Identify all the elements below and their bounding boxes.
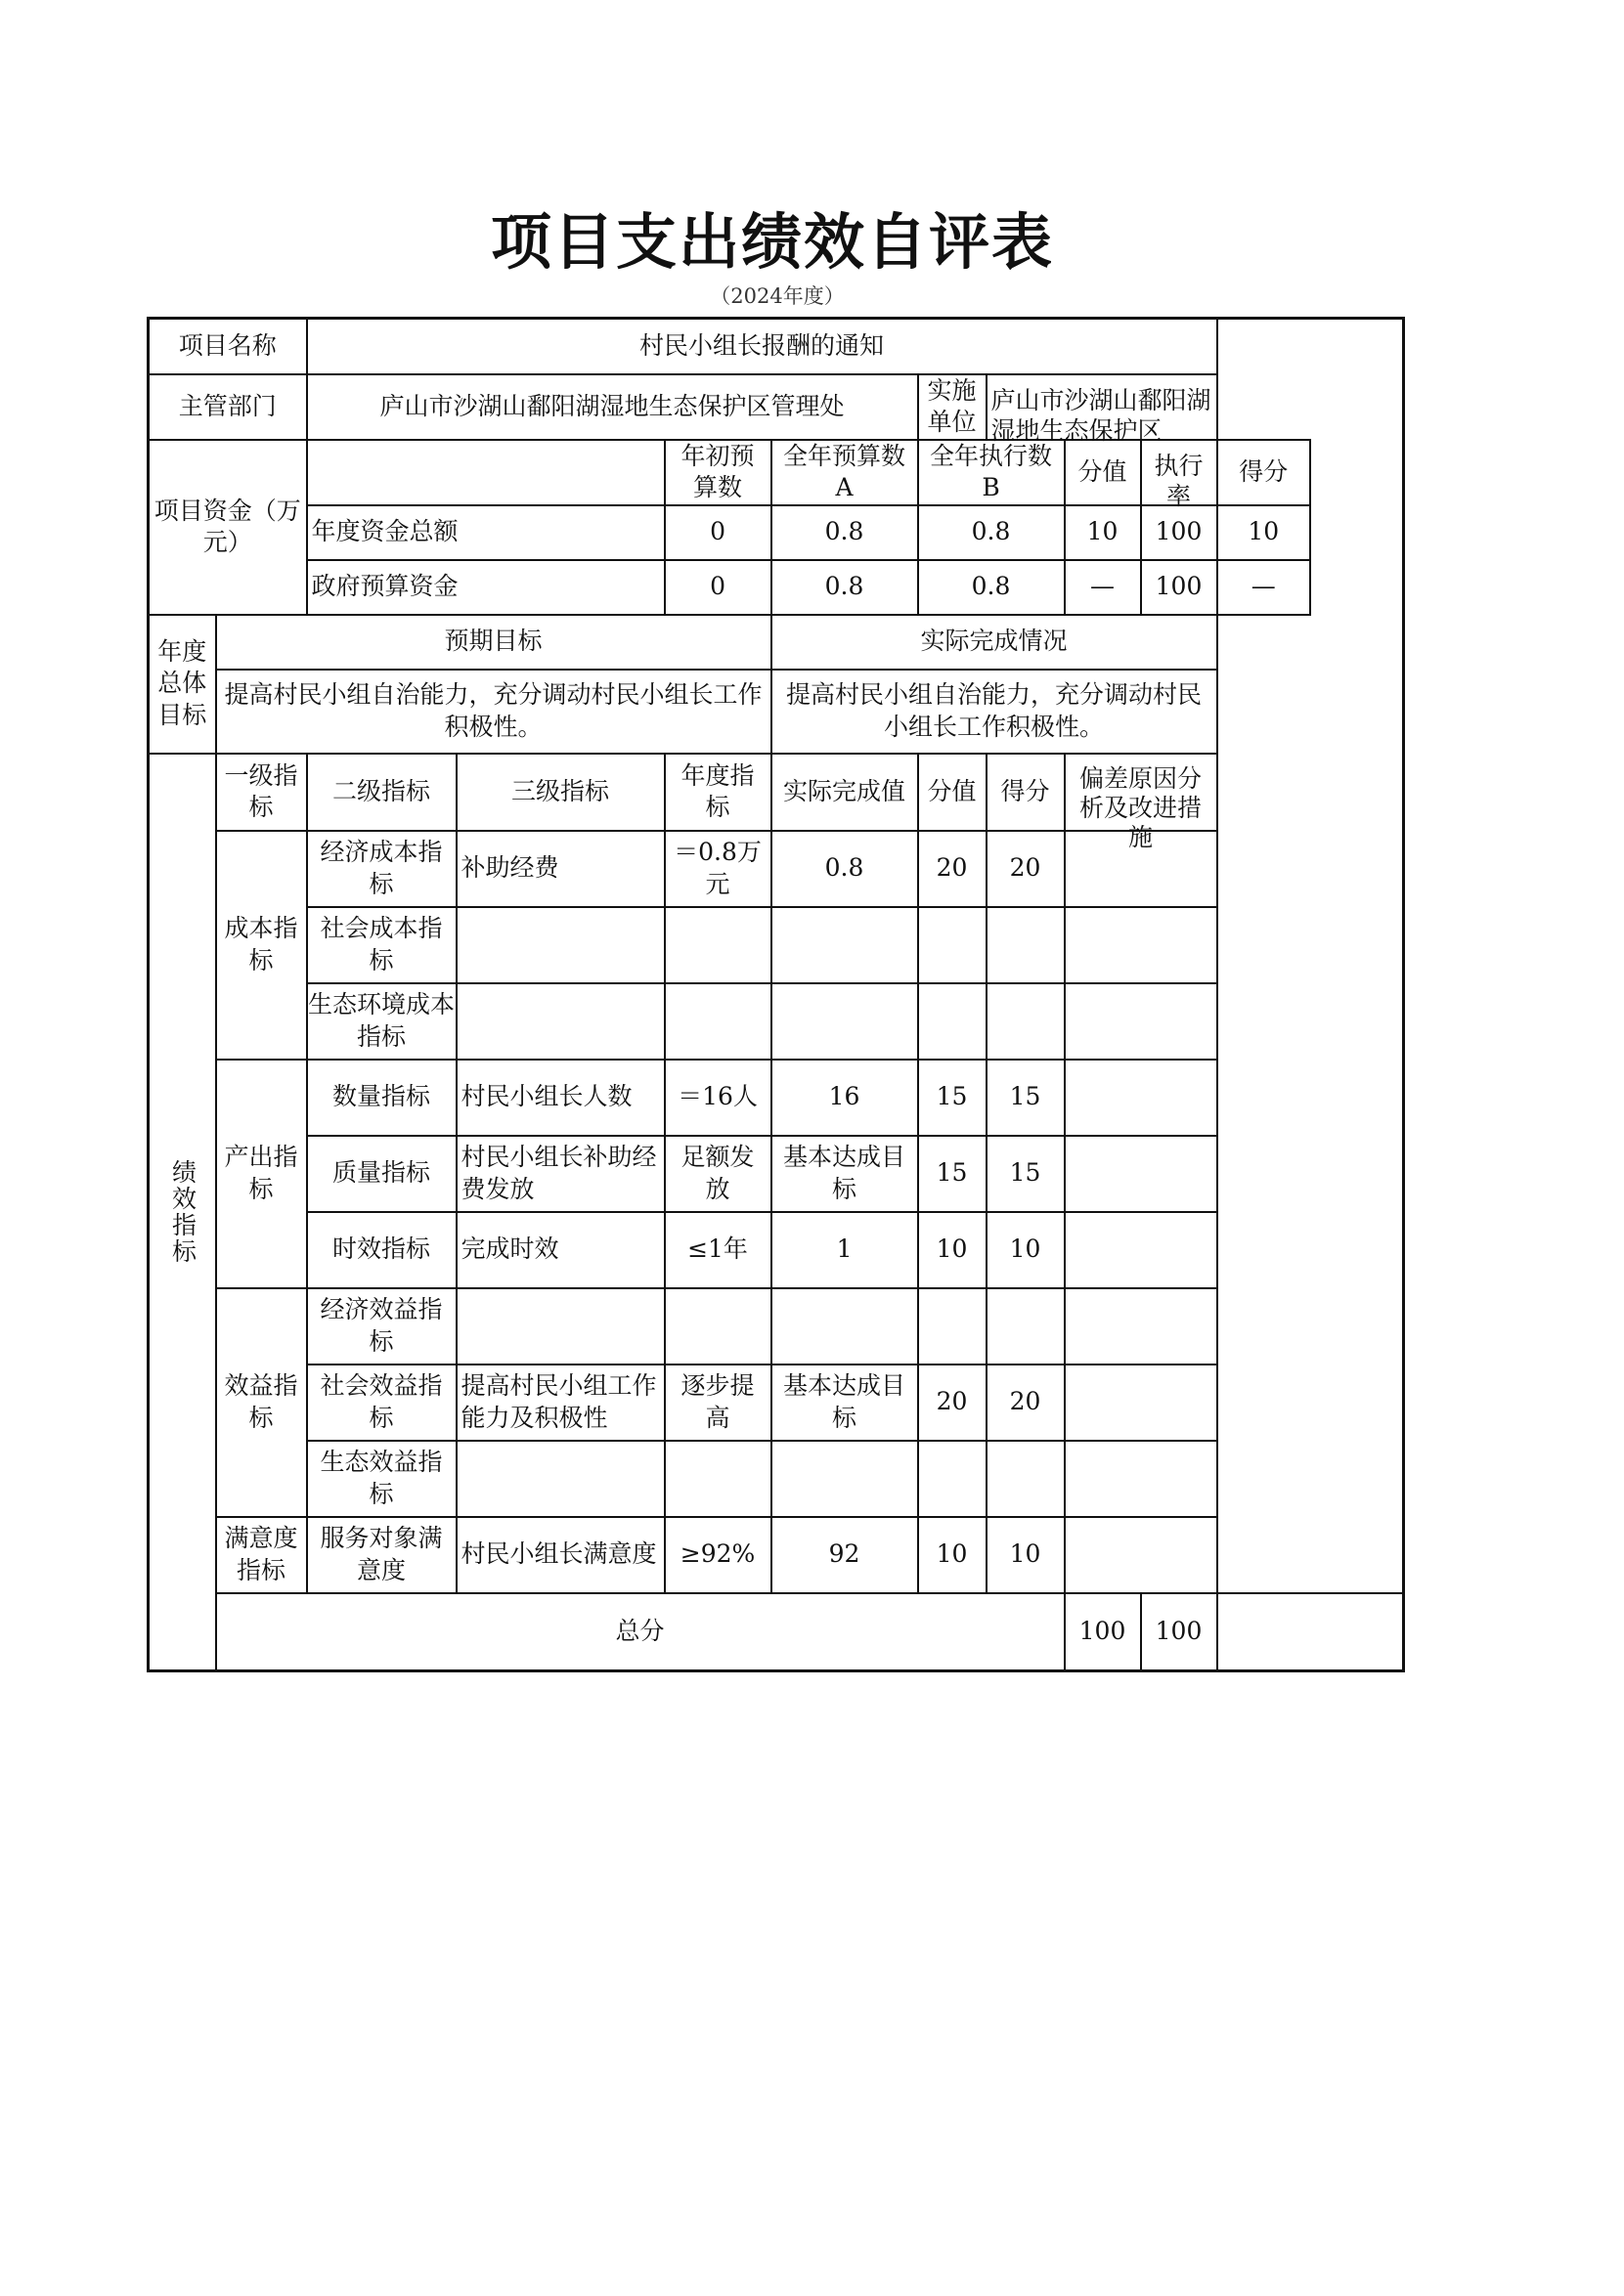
department-value: 庐山市沙湖山鄱阳湖湿地生态保护区管理处 [307, 374, 918, 440]
funds-header-row [149, 440, 1404, 505]
indicator-row [149, 1212, 1404, 1288]
actual-cell: 0.8 [771, 831, 918, 907]
indicator-row [149, 907, 1404, 983]
indicator-row [149, 1288, 1404, 1365]
level2-cell: 经济成本指标 [307, 831, 457, 907]
funds-label: 项目资金（万元） [149, 440, 307, 615]
fiscal-year: （2024年度） [710, 284, 845, 308]
header-score-value: 分值 [918, 754, 987, 831]
total-score-value: 100 [1065, 1593, 1141, 1671]
actual-cell: 基本达成目标 [771, 1365, 918, 1441]
reason-cell [1065, 983, 1217, 1060]
indicator-row [149, 983, 1404, 1060]
score-value-cell: 15 [918, 1136, 987, 1212]
funds-header-initial: 年初预算数 [665, 440, 771, 505]
indicator-row [149, 1365, 1404, 1441]
impl-unit-value [987, 374, 1217, 446]
reason-cell [1065, 907, 1217, 983]
funds-row-government [149, 560, 1404, 615]
funds-header-blank [307, 440, 665, 505]
goals-actual-text: 提高村民小组自治能力，充分调动村民小组长工作积极性。 [771, 670, 1217, 754]
funds-annual: 0.8 [771, 560, 918, 615]
actual-cell [771, 907, 918, 983]
project-name-row [149, 319, 1404, 374]
header-target: 年度指标 [665, 754, 771, 831]
reason-cell [1065, 1136, 1217, 1212]
score-cell: 15 [987, 1060, 1065, 1136]
page-title: 项目支出绩效自评表 [490, 206, 1054, 278]
level3-cell: 完成时效 [457, 1212, 665, 1288]
score-cell: 20 [987, 831, 1065, 907]
funds-header-executed: 全年执行数B [918, 440, 1065, 505]
score-cell: 20 [987, 1365, 1065, 1441]
funds-header-rate [1141, 440, 1217, 511]
score-cell: 10 [987, 1212, 1065, 1288]
funds-initial: 0 [665, 505, 771, 560]
actual-cell: 16 [771, 1060, 918, 1136]
funds-row-name: 政府预算资金 [307, 560, 665, 615]
reason-cell [1065, 1517, 1217, 1593]
level3-cell: 提高村民小组工作能力及积极性 [457, 1365, 665, 1441]
actual-cell [771, 983, 918, 1060]
score-value-cell [918, 983, 987, 1060]
goals-content-row [149, 670, 1404, 754]
total-label: 总分 [216, 1593, 1065, 1671]
header-score: 得分 [987, 754, 1065, 831]
indicator-row [149, 1441, 1404, 1517]
goals-expected-label: 预期目标 [216, 615, 771, 670]
header-actual: 实际完成值 [771, 754, 918, 831]
reason-cell [1065, 1060, 1217, 1136]
level3-cell: 村民小组长满意度 [457, 1517, 665, 1593]
level2-cell: 社会成本指标 [307, 907, 457, 983]
target-cell: ＝0.8万元 [665, 831, 771, 907]
actual-cell: 92 [771, 1517, 918, 1593]
funds-executed: 0.8 [918, 560, 1065, 615]
funds-row-total [149, 505, 1404, 560]
level1-cell: 效益指标 [216, 1288, 307, 1517]
funds-header-score: 得分 [1217, 440, 1310, 505]
indicator-row [149, 1136, 1404, 1212]
level2-cell: 时效指标 [307, 1212, 457, 1288]
header-reason [1065, 754, 1217, 851]
level2-cell: 服务对象满意度 [307, 1517, 457, 1593]
header-reason-text: 偏差原因分析及改进措施 [1079, 764, 1203, 851]
funds-header-score-value: 分值 [1065, 440, 1141, 505]
score-cell [987, 907, 1065, 983]
score-cell: 15 [987, 1136, 1065, 1212]
level2-cell: 经济效益指标 [307, 1288, 457, 1365]
header-level3: 三级指标 [457, 754, 665, 831]
funds-score: — [1217, 560, 1310, 615]
header-level2: 二级指标 [307, 754, 457, 831]
indicator-row [149, 831, 1404, 907]
funds-rate: 100 [1141, 560, 1217, 615]
score-value-cell: 20 [918, 831, 987, 907]
score-cell [987, 1441, 1065, 1517]
indicator-row [149, 1517, 1404, 1593]
score-value-cell [918, 1441, 987, 1517]
goals-label: 年度总体目标 [149, 615, 216, 754]
level2-cell: 生态效益指标 [307, 1441, 457, 1517]
funds-score: 10 [1217, 505, 1310, 560]
level2-cell: 社会效益指标 [307, 1365, 457, 1441]
actual-cell: 基本达成目标 [771, 1136, 918, 1212]
target-cell [665, 907, 771, 983]
level3-cell: 补助经费 [457, 831, 665, 907]
target-cell: ＝16人 [665, 1060, 771, 1136]
self-evaluation-table [147, 317, 1405, 1672]
indicator-row [149, 1060, 1404, 1136]
score-value-cell [918, 907, 987, 983]
level1-cell: 成本指标 [216, 831, 307, 1060]
reason-cell [1065, 1212, 1217, 1288]
target-cell: ≤1年 [665, 1212, 771, 1288]
indicators-label [149, 754, 216, 1671]
goals-header-row [149, 615, 1404, 670]
funds-executed: 0.8 [918, 505, 1065, 560]
indicators-header-row [149, 754, 1404, 831]
target-cell [665, 1441, 771, 1517]
level3-cell [457, 1288, 665, 1365]
score-cell: 10 [987, 1517, 1065, 1593]
department-label: 主管部门 [149, 374, 307, 440]
score-value-cell: 10 [918, 1517, 987, 1593]
funds-annual: 0.8 [771, 505, 918, 560]
goals-actual-label: 实际完成情况 [771, 615, 1217, 670]
score-cell [987, 1288, 1065, 1365]
level2-cell: 数量指标 [307, 1060, 457, 1136]
total-reason [1217, 1593, 1404, 1671]
funds-row-name: 年度资金总额 [307, 505, 665, 560]
level1-cell: 产出指标 [216, 1060, 307, 1288]
target-cell: ≥92% [665, 1517, 771, 1593]
department-row [149, 374, 1404, 440]
total-score: 100 [1141, 1593, 1217, 1671]
target-cell: 足额发放 [665, 1136, 771, 1212]
actual-cell [771, 1441, 918, 1517]
score-value-cell [918, 1288, 987, 1365]
score-value-cell: 20 [918, 1365, 987, 1441]
level3-cell: 村民小组长补助经费发放 [457, 1136, 665, 1212]
funds-header-rate-text: 执行率 [1154, 452, 1204, 511]
reason-cell [1065, 1365, 1217, 1441]
target-cell [665, 1288, 771, 1365]
funds-header-annual: 全年预算数A [771, 440, 918, 505]
project-name-label: 项目名称 [149, 319, 307, 374]
level3-cell: 村民小组长人数 [457, 1060, 665, 1136]
level1-cell: 满意度指标 [216, 1517, 307, 1593]
actual-cell: 1 [771, 1212, 918, 1288]
target-cell [665, 983, 771, 1060]
level2-cell: 质量指标 [307, 1136, 457, 1212]
level3-cell [457, 983, 665, 1060]
goals-expected-text: 提高村民小组自治能力，充分调动村民小组长工作积极性。 [216, 670, 771, 754]
score-value-cell: 10 [918, 1212, 987, 1288]
reason-cell [1065, 1288, 1217, 1365]
score-cell [987, 983, 1065, 1060]
funds-rate: 100 [1141, 505, 1217, 560]
total-row [149, 1593, 1404, 1671]
actual-cell [771, 1288, 918, 1365]
funds-initial: 0 [665, 560, 771, 615]
target-cell: 逐步提高 [665, 1365, 771, 1441]
indicators-label-text: 绩效指标 [168, 1158, 198, 1265]
impl-unit-text: 庐山市沙湖山鄱阳湖湿地生态保护区 [990, 386, 1211, 446]
level3-cell [457, 1441, 665, 1517]
funds-score-value: — [1065, 560, 1141, 615]
header-level1: 一级指标 [216, 754, 307, 831]
score-value-cell: 15 [918, 1060, 987, 1136]
level2-cell: 生态环境成本指标 [307, 983, 457, 1060]
impl-unit-label: 实施单位 [918, 374, 987, 440]
project-name-value: 村民小组长报酬的通知 [307, 319, 1217, 374]
reason-cell [1065, 1441, 1217, 1517]
level3-cell [457, 907, 665, 983]
funds-score-value: 10 [1065, 505, 1141, 560]
